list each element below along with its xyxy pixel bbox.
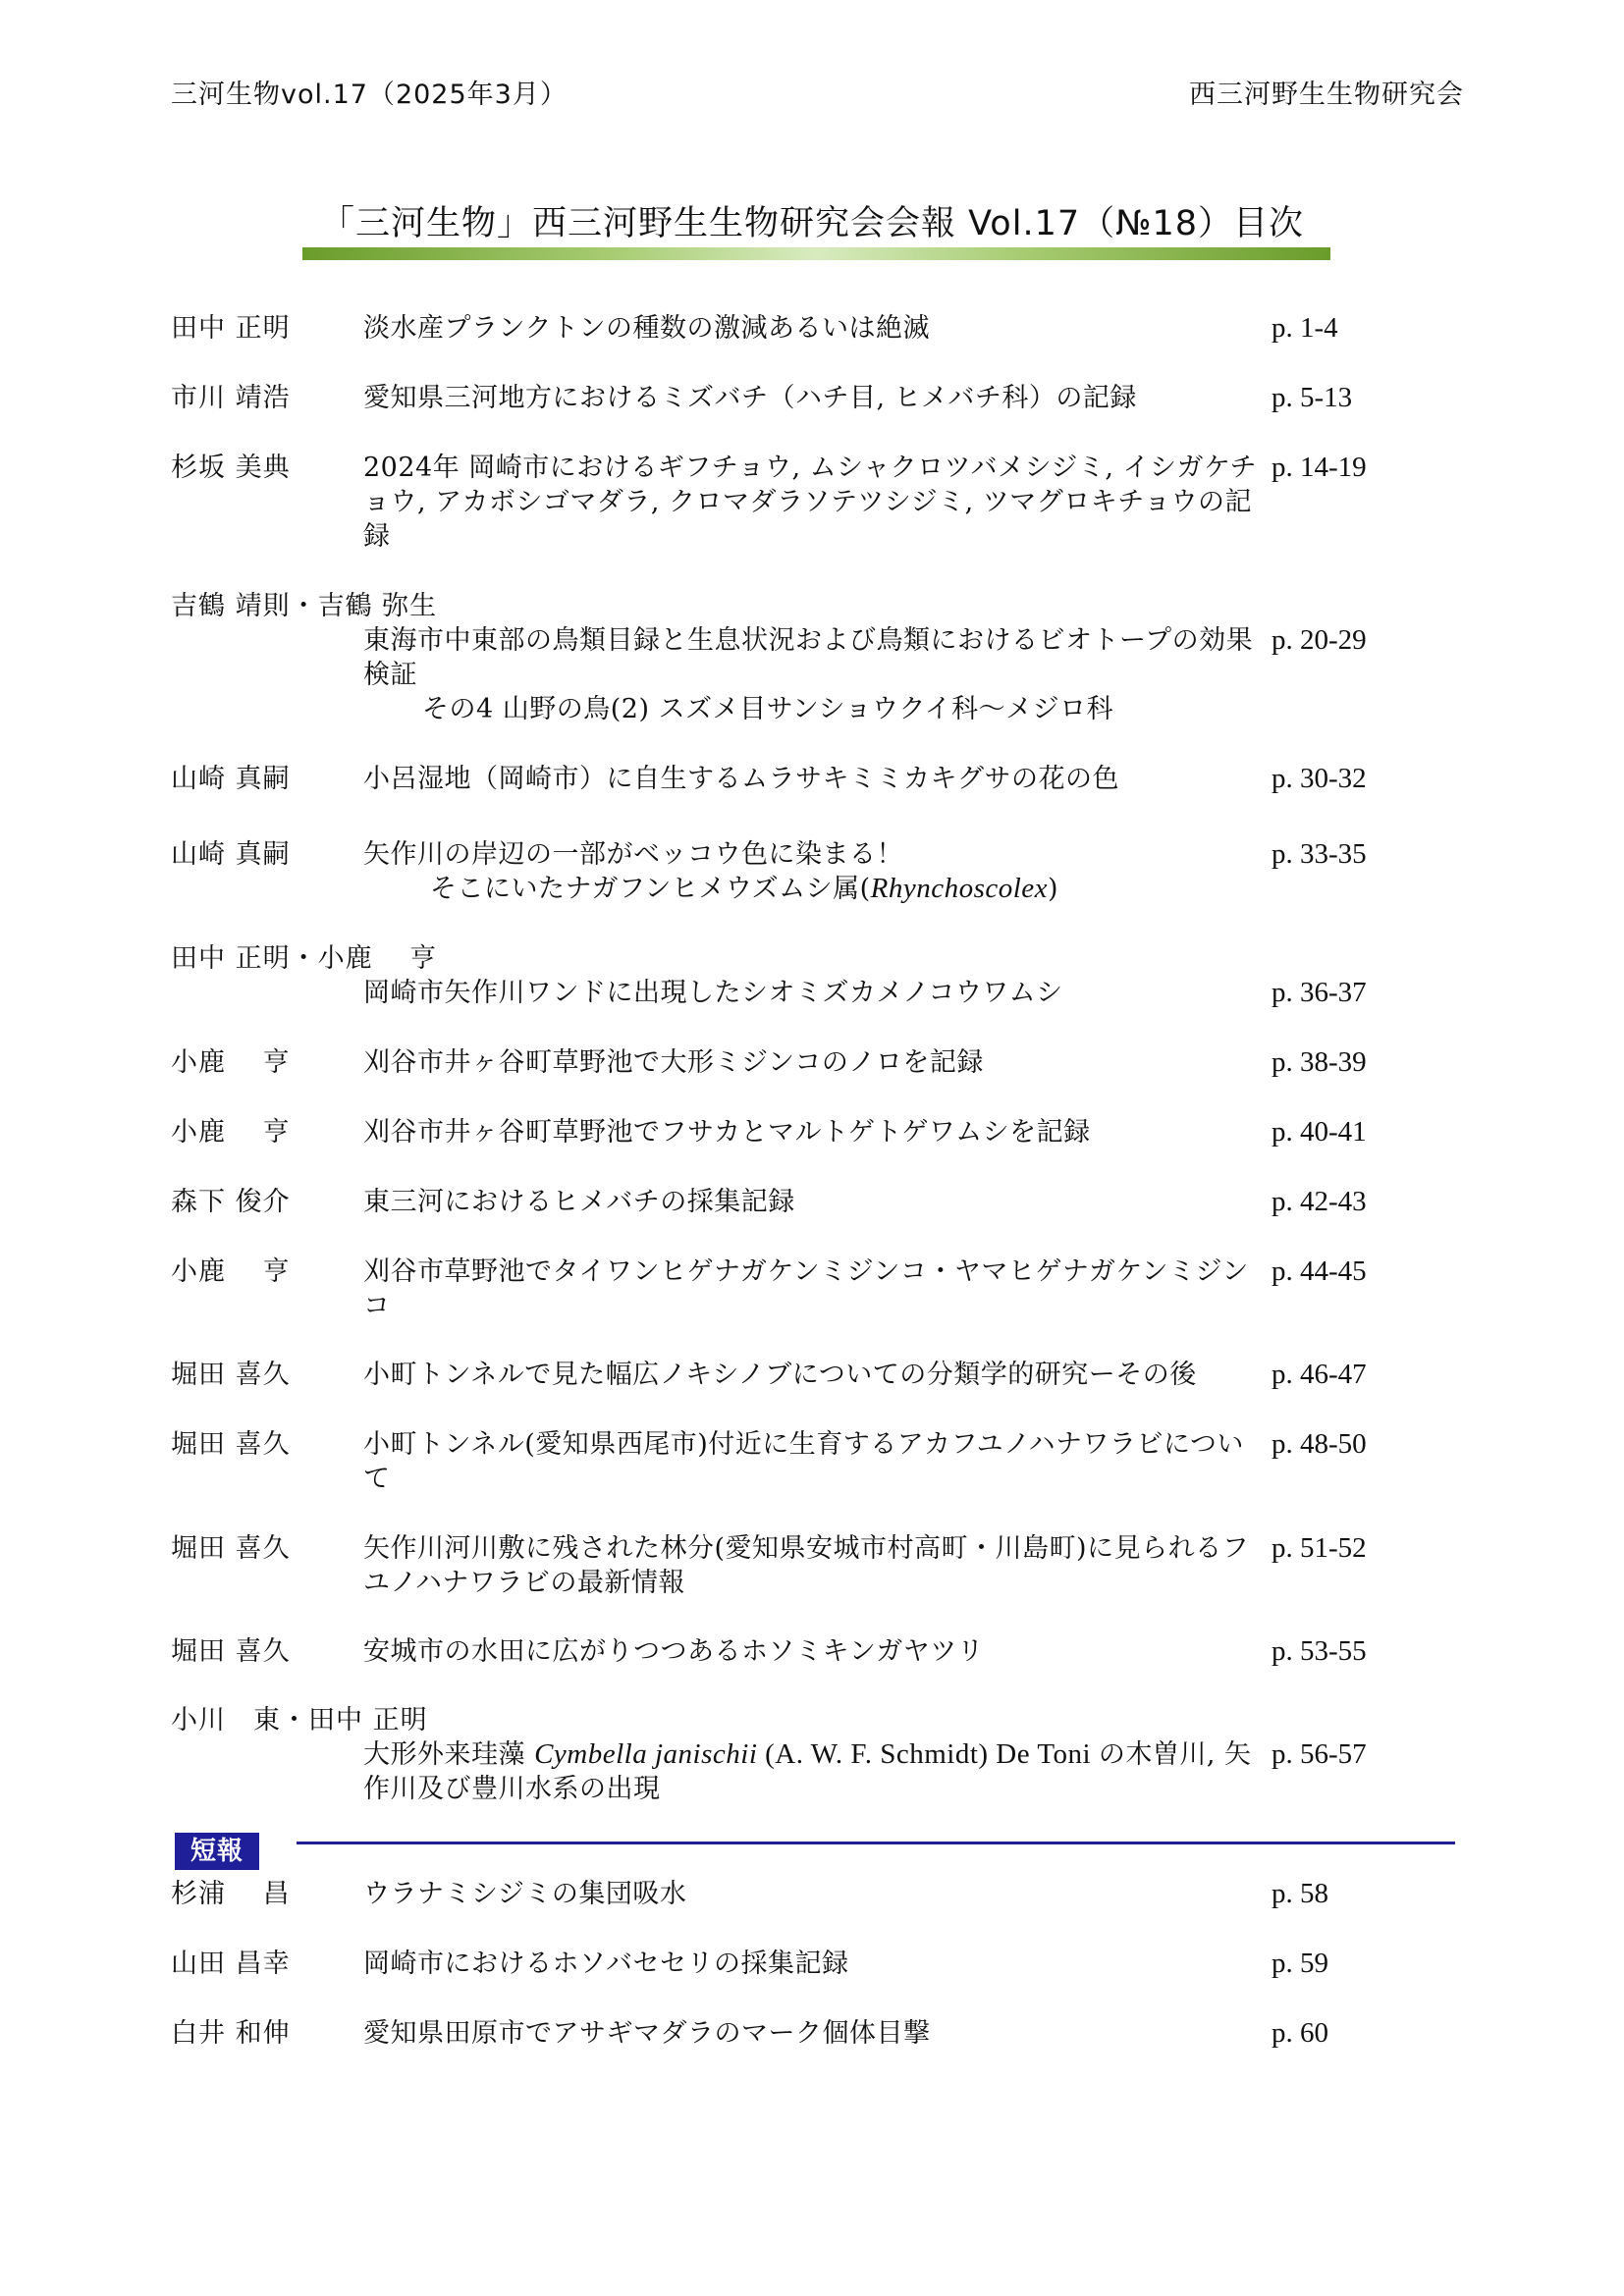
entry-page: p. 59 [1272, 1948, 1328, 1979]
entry-author: 杉浦 昌 [171, 1879, 291, 1909]
entry-page: p. 33-35 [1272, 838, 1367, 870]
entry-author: 山崎 真嗣 [171, 839, 291, 870]
entry-page: p. 30-32 [1272, 763, 1367, 794]
entry-author: 堀田 喜久 [171, 1429, 291, 1460]
entry-author: 堀田 喜久 [171, 1636, 291, 1667]
entry-title: 岡崎市矢作川ワンドに出現したシオミズカメノコウワムシ [363, 978, 1063, 1008]
entry-page: p. 44-45 [1272, 1255, 1367, 1287]
entry-author: 堀田 喜久 [171, 1360, 291, 1390]
entry-page: p. 38-39 [1272, 1046, 1367, 1078]
entry-title: 矢作川の岸辺の一部がベッコウ色に染まる！ [363, 839, 903, 870]
entry-author: 杉坂 美典 [171, 453, 291, 483]
entry-author: 小鹿 亨 [171, 1117, 291, 1148]
page-title: 「三河生物」西三河野生生物研究会会報 Vol.17（№18）目次 [319, 204, 1305, 243]
entry-page: p. 36-37 [1272, 977, 1367, 1008]
entry-author: 市川 靖浩 [171, 383, 291, 413]
entry-author: 田中 正明 [171, 313, 291, 344]
entry-title: 小呂湿地（岡崎市）に自生するムラサキミミカキグサの花の色 [363, 764, 1119, 794]
entry-page: p. 20-29 [1272, 624, 1367, 656]
entry-title: 小町トンネルで見た幅広ノキシノブについての分類学的研究ーその後 [363, 1360, 1197, 1390]
entry-title: 刈谷市草野池でタイワンヒゲナガケンミジンコ・ヤマヒゲナガケンミジンコ [363, 1256, 1249, 1321]
entry-page: p. 58 [1272, 1878, 1328, 1909]
entry-page: p. 53-55 [1272, 1635, 1367, 1667]
entry-subtitle: その4 山野の鳥(2) スズメ目サンショウクイ科〜メジロ科 [422, 694, 1114, 724]
genus-name: Rhynchoscolex [870, 873, 1049, 904]
entry-title: 淡水産プランクトンの種数の激減あるいは絶滅 [363, 313, 930, 344]
entry-author: 小川 東・田中 正明 [171, 1705, 428, 1735]
entry-title: 矢作川河川敷に残された林分(愛知県安城市村高町・川島町)に見られるフユノハナワラビの最新情報 [363, 1533, 1250, 1598]
entry-page: p. 48-50 [1272, 1428, 1367, 1460]
section-label-short-report: 短報 [175, 1833, 259, 1870]
entry-title: 大形外来珪藻 Cymbella janischii (A. W. F. Schmidt) De Toni の木曽川, 矢作川及び豊川水系の出現 [363, 1738, 1252, 1804]
section-divider [297, 1842, 1455, 1844]
entry-author: 堀田 喜久 [171, 1533, 291, 1564]
entry-title: ウラナミシジミの集団吸水 [363, 1879, 687, 1909]
title-underline-bar [302, 247, 1330, 260]
entry-title: 刈谷市井ヶ谷町草野池で大形ミジンコのノロを記録 [363, 1047, 984, 1078]
entry-author: 山崎 真嗣 [171, 764, 291, 794]
entry-author: 森下 俊介 [171, 1187, 291, 1217]
entry-author: 吉鶴 靖則・吉鶴 弥生 [171, 591, 438, 621]
entry-page: p. 56-57 [1272, 1738, 1367, 1770]
entry-page: p. 5-13 [1272, 382, 1353, 413]
entry-page: p. 46-47 [1272, 1359, 1367, 1390]
entry-page: p. 14-19 [1272, 452, 1367, 483]
entry-author: 山田 昌幸 [171, 1949, 291, 1979]
entry-title: 愛知県三河地方におけるミズバチ（ハチ目, ヒメバチ科）の記録 [363, 383, 1137, 413]
entry-title: 東三河におけるヒメバチの採集記録 [363, 1187, 795, 1217]
entry-page: p. 42-43 [1272, 1186, 1367, 1217]
entry-title: 2024年 岡崎市におけるギフチョウ, ムシャクロツバメシジミ, イシガケチョウ, アカボシゴマダラ, クロマダラソテツシジミ, ツマグロキチョウの記録 [363, 453, 1257, 552]
entry-title: 安城市の水田に広がりつつあるホソミキンガヤツリ [363, 1636, 985, 1667]
entry-title: 小町トンネル(愛知県西尾市)付近に生育するアカフユノハナワラビについて [363, 1429, 1244, 1494]
entry-page: p. 51-52 [1272, 1532, 1367, 1564]
entry-author: 小鹿 亨 [171, 1047, 291, 1078]
entry-page: p. 1-4 [1272, 312, 1338, 344]
entry-subtitle: そこにいたナガフンヒメウズムシ属(Rhynchoscolex) [430, 873, 1059, 904]
species-name: Cymbella janischii [534, 1738, 758, 1770]
entry-title: 刈谷市井ヶ谷町草野池でフサカとマルトゲトゲワムシを記録 [363, 1117, 1091, 1148]
running-header-left: 三河生物vol.17（2025年3月） [171, 80, 568, 110]
entry-author: 白井 和伸 [171, 2018, 291, 2049]
entry-page: p. 40-41 [1272, 1116, 1367, 1148]
entry-author: 田中 正明・小鹿 亨 [171, 943, 438, 974]
entry-title: 岡崎市におけるホソバセセリの採集記録 [363, 1949, 849, 1979]
running-header-right: 西三河野生生物研究会 [1189, 80, 1464, 110]
entry-author: 小鹿 亨 [171, 1256, 291, 1287]
entry-title: 東海市中東部の鳥類目録と生息状況および鳥類におけるビオトープの効果検証 [363, 625, 1254, 690]
entry-title: 愛知県田原市でアサギマダラのマーク個体目撃 [363, 2018, 931, 2049]
entry-page: p. 60 [1272, 2017, 1328, 2049]
